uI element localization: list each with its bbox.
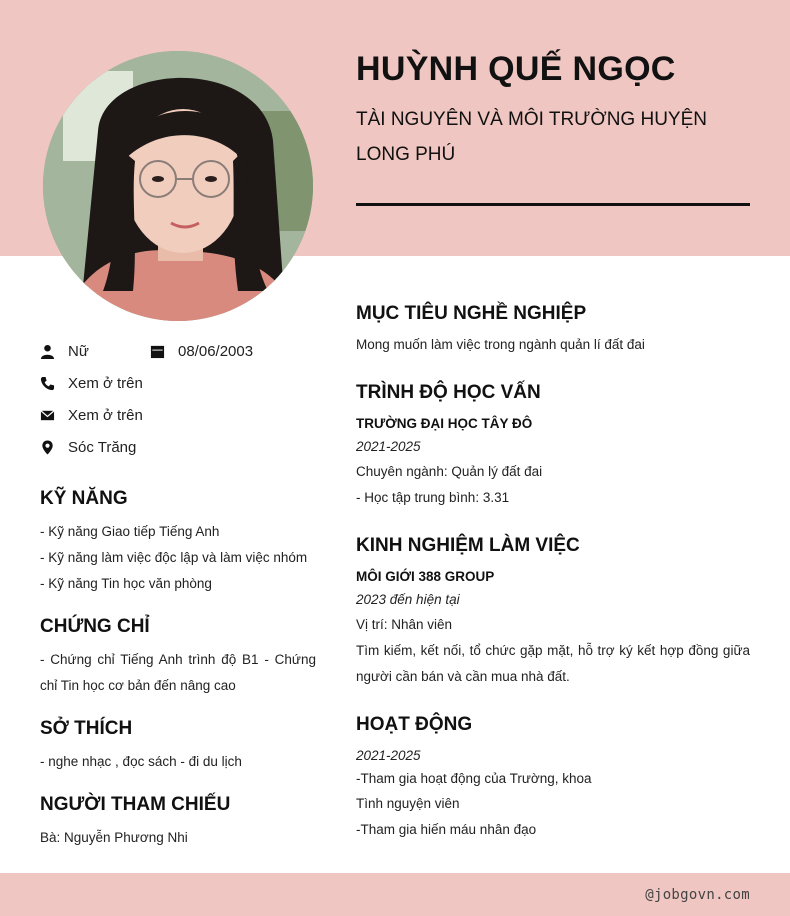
activity-item: -Tham gia hiến máu nhân đạo <box>356 822 537 837</box>
watermark: @jobgovn.com <box>645 887 750 903</box>
contact-email <box>40 407 143 424</box>
objective-title: MỤC TIÊU NGHỀ NGHIỆP <box>356 303 587 324</box>
candidate-name: HUỲNH QUẾ NGỌC <box>356 50 676 88</box>
references-text: Bà: Nguyễn Phương Nhi <box>40 830 188 845</box>
contact-birthday <box>150 343 253 360</box>
address-value: Sóc Trăng <box>68 439 137 456</box>
experience-description: Tìm kiếm, kết nối, tổ chức gặp mặt, hỗ trợ ký kết hợp đồng giữa người cần bán và cần mua nhà đất. <box>356 643 750 684</box>
education-title: TRÌNH ĐỘ HỌC VẤN <box>356 382 541 403</box>
experience-period: 2023 đến hiện tại <box>356 592 460 607</box>
contact-address <box>40 439 136 456</box>
hobbies-title: SỞ THÍCH <box>40 718 133 739</box>
email-value: Xem ở trên <box>68 407 143 424</box>
experience-title: KINH NGHIỆM LÀM VIỆC <box>356 535 580 556</box>
activity-item: Tình nguyện viên <box>356 796 460 811</box>
education-major: Chuyên ngành: Quản lý đất đai <box>356 464 543 479</box>
person-icon <box>40 344 55 360</box>
phone-icon <box>40 376 55 392</box>
skills-title: KỸ NĂNG <box>40 488 128 509</box>
activities-title: HOẠT ĐỘNG <box>356 714 473 735</box>
certificates-title: CHỨNG CHỈ <box>40 616 150 637</box>
experience-position: Vị trí: Nhân viên <box>356 617 453 632</box>
gender-value: Nữ <box>68 343 89 360</box>
calendar-icon <box>150 344 165 360</box>
activities-period: 2021-2025 <box>356 748 421 763</box>
contact-phone <box>40 375 143 392</box>
skill-item: - Kỹ năng làm việc độc lập và làm việc nhóm <box>40 550 308 565</box>
contact-gender <box>40 343 89 360</box>
birthday-value: 08/06/2003 <box>178 343 254 360</box>
certificates-text: - Chứng chỉ Tiếng Anh trình độ B1 - Chứng chỉ Tin học cơ bản đến nâng cao <box>40 652 316 693</box>
job-title: TÀI NGUYÊN VÀ MÔI TRƯỜNG HUYỆN LONG PHÚ <box>356 109 707 165</box>
education-gpa: - Học tập trung bình: 3.31 <box>356 490 510 505</box>
education-period: 2021-2025 <box>356 439 421 454</box>
phone-value: Xem ở trên <box>68 375 143 392</box>
education-school: TRƯỜNG ĐẠI HỌC TÂY ĐÔ <box>356 416 533 431</box>
skill-item: - Kỹ năng Giao tiếp Tiếng Anh <box>40 524 220 539</box>
avatar <box>43 51 313 321</box>
avatar-photo <box>43 51 313 321</box>
header-divider <box>356 203 750 206</box>
activity-item: -Tham gia hoạt động của Trường, khoa <box>356 771 592 786</box>
envelope-icon <box>40 408 55 424</box>
references-title: NGƯỜI THAM CHIẾU <box>40 794 231 815</box>
objective-text: Mong muốn làm việc trong ngành quản lí đất đai <box>356 337 645 352</box>
experience-company: MÔI GIỚI 388 GROUP <box>356 569 495 584</box>
skill-item: - Kỹ năng Tin học văn phòng <box>40 576 212 591</box>
location-pin-icon <box>40 440 55 456</box>
hobbies-text: - nghe nhạc , đọc sách - đi du lịch <box>40 754 242 769</box>
